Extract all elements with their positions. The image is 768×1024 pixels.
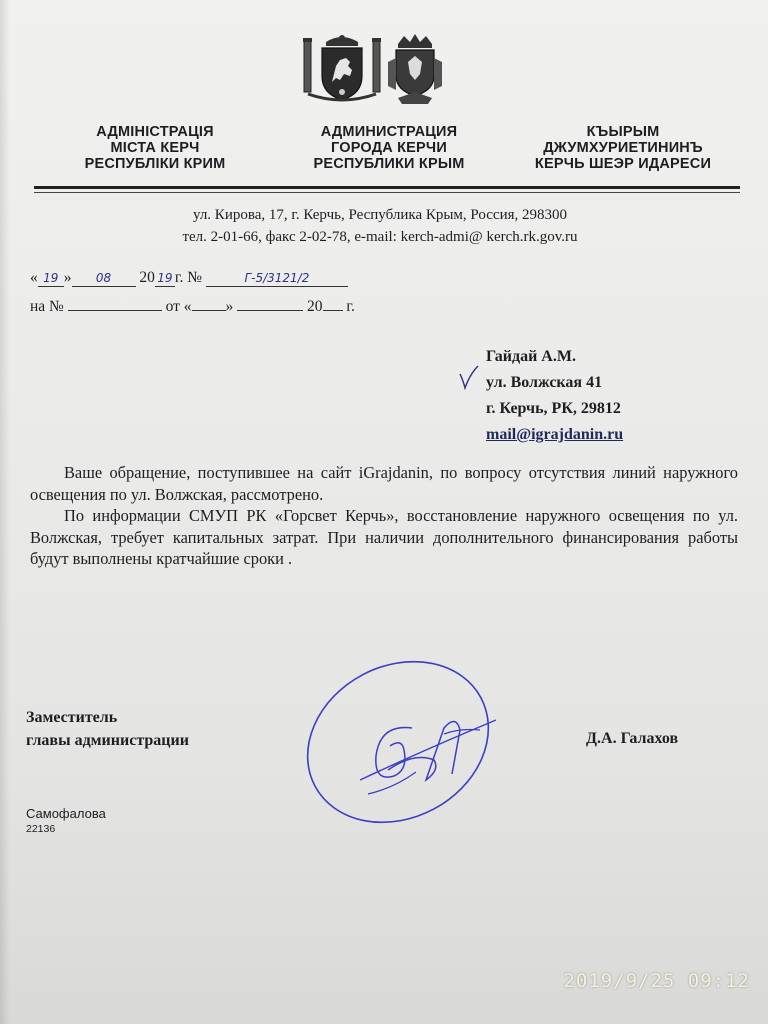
executor-name: Самофалова [26,806,106,821]
reg-number: Г-5/3121/2 [206,270,348,287]
executor-block [26,806,106,836]
ref-close: » [225,298,234,315]
handwritten-signature [284,650,524,850]
header-ru-line: РЕСПУБЛИКИ КРЫМ [313,156,465,172]
signer-title [26,706,189,752]
addressee-name: Гайдай А.М. [486,348,576,365]
reg-number-label: г. № [174,269,203,286]
ref-year: 20 [307,298,323,315]
header-ru-line: ГОРОДА КЕРЧИ [331,140,447,156]
header-divider-thick [34,186,740,189]
letter-body [30,462,738,570]
reg-year-suffix: 19 [155,270,175,287]
office-address: ул. Кирова, 17, г. Керчь, Республика Крым, Россия, 298300 [192,207,568,223]
paper-edge-shadow [0,0,10,1024]
header-divider-thin [34,192,740,193]
body-paragraph: Ваше обращение, поступившее на сайт iGrajdanin, по вопросу отсутствия линий наружного освещения по ул. Волжская, рассмотрено. [30,463,738,504]
header-ukrainian [50,124,260,172]
header-ua-line: АДМІНІСТРАЦІЯ [96,124,214,140]
crimea-coat-of-arms-icon [302,32,382,106]
photo-timestamp: 2019/9/25 09:12 [563,970,750,992]
incoming-reference [30,296,355,317]
ref-prefix: на № [30,298,64,315]
reg-month: 08 [72,270,136,287]
addressee-city: г. Керчь, РК, 29812 [486,400,621,417]
signer-title-line: Заместитель [26,709,118,726]
quote-close: » [63,269,72,286]
ref-from: от « [165,298,192,315]
reg-day: 19 [38,270,64,287]
body-paragraph: По информации СМУП РК «Горсвет Керчь», восстановление наружного освещения по ул. Волжская, требует капитальных затрат. При наличии дополнительного финансирования работы будут выполнены кратчайшие сроки . [30,506,738,568]
ref-year-unit: г. [346,298,355,315]
reg-year-prefix: 20 [139,269,155,286]
kerch-coat-of-arms-icon [384,32,446,106]
header-russian [276,124,502,172]
ref-number-blank [68,296,162,311]
addressee-street: ул. Волжская 41 [486,374,603,391]
header-crh-line: КЪЫРЫМ [586,124,660,140]
header-ru-line: АДМИНИСТРАЦИЯ [320,124,458,140]
office-contacts: тел. 2-01-66, факс 2-02-78, e-mail: kerch-admi@ kerch.rk.gov.ru [182,229,578,245]
ref-year-blank [323,296,343,311]
ref-month-blank [237,296,303,311]
addressee-block [486,344,623,448]
header-crh-line: ДЖУМХУРИЕТИНИНЪ [543,140,703,156]
signer-name: Д.А. Галахов [586,730,679,747]
header-crh-line: КЕРЧЬ ШЕЭР ИДАРЕСИ [534,156,712,172]
checkmark-icon [458,364,480,390]
quote-open: « [30,269,38,286]
signer-title-line: главы администрации [26,732,189,749]
header-crimean-tatar [500,124,746,172]
executor-phone: 22136 [26,823,56,835]
addressee-email[interactable]: mail@igrajdanin.ru [486,426,624,443]
header-ua-line: МІСТА КЕРЧ [110,140,200,156]
header-ua-line: РЕСПУБЛІКИ КРИМ [84,156,226,172]
ref-day-blank [192,296,226,311]
outgoing-registration [30,268,348,288]
